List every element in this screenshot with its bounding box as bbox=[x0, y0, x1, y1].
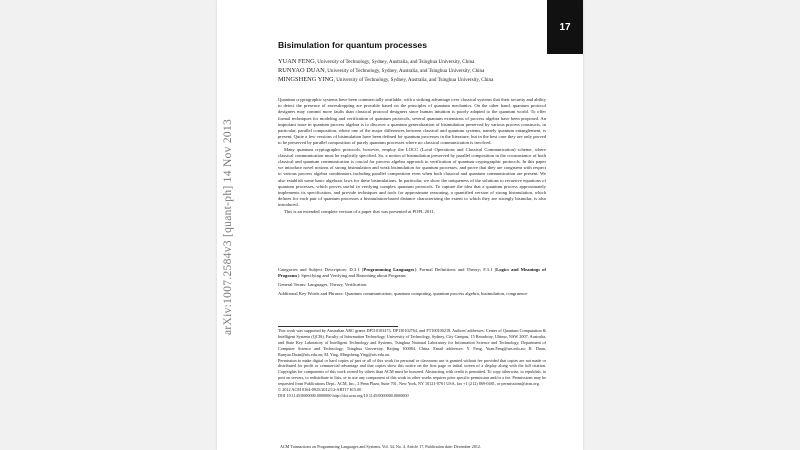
footnote-support: This work was supported by Australian ARC grants DP110103473, DP130102764, and FT100100218. Authors' addresses: Center of Quantum Computation & Intelligent Systems (QCIS), Faculty of Information Technology, University of Technology, Sydney, City Campus, 15 Broadway, Ultimo, NSW 2007, Australia, and State Key Laboratory of Intelligent Technology and Systems, Tsinghua National Laboratory for Information Science and Technology, Department of Computer Science and Technology, Tsinghua University, Beijing 100084, China. Email addresses: Y. Feng, Yuan.Feng@uts.edu.au; R. Duan, Runyao.Duan@uts.edu.au; M. Ying, Mingsheng.Ying@uts.edu.au. bbox=[278, 328, 546, 357]
keywords: Additional Key Words and Phrases: Quantum communication, quantum computing, quantum process algebra, bisimulation, congruence bbox=[278, 290, 528, 296]
general-terms: General Terms: Languages, Theory, Verification bbox=[278, 282, 367, 287]
abstract-paragraph-3: This is an extended complete version of a paper that was presented at POPL 2011. bbox=[284, 208, 435, 214]
footnote-doi: DOI 10.1145/0000000.0000000 http://doi.acm.org/10.1145/0000000.0000000 bbox=[278, 392, 409, 398]
paper-title: Bisimulation for quantum processes bbox=[278, 40, 427, 50]
footnote-rule bbox=[278, 326, 398, 327]
ccs-category-1: Programming Languages bbox=[363, 267, 415, 272]
page-number-tab bbox=[547, 0, 583, 54]
author-affiliation: , University of Technology, Sydney, Australia, and Tsinghua University, China bbox=[314, 59, 475, 65]
author-name: MINGSHENG YING bbox=[278, 75, 334, 83]
author-name: YUAN FENG bbox=[278, 58, 315, 65]
ccs-descriptors bbox=[278, 267, 546, 279]
ccs-category-2: Logics and Meanings of Programs bbox=[278, 267, 546, 279]
author-line bbox=[278, 67, 568, 76]
footnote bbox=[278, 328, 546, 399]
abstract bbox=[278, 97, 546, 215]
arxiv-stamp-text: arXiv:1007.2584v3 [quant-ph] 14 Nov 2013 bbox=[222, 118, 234, 336]
author-list bbox=[278, 58, 568, 84]
author-line bbox=[278, 76, 568, 85]
author-line bbox=[278, 58, 568, 67]
paper-metadata bbox=[278, 267, 546, 300]
arxiv-stamp bbox=[222, 96, 234, 358]
author-affiliation: , University of Technology, Sydney, Australia, and Tsinghua University, China bbox=[324, 67, 485, 74]
page-number: 17 bbox=[559, 21, 571, 33]
abstract-paragraph-2: Many quantum cryptographic protocols, however, employ the LOCC (Local Operations and Classical Communication) scheme, where classical communication must be explicitly specified. So, a notion of bisimulation preserved by parallel composition in the circumstance of both classical and quantum communication is crucial for process algebra approach to verification of quantum cryptographic protocols. In this paper we introduce novel notions of strong bisimulation and weak bisimulation for quantum processes, and prove that they are congruent with respect to various process algebra combinators including parallel composition even when both classical and quantum communication are present. We also establish some basic algebraic laws for these bisimulations. In particular, we show the uniqueness of the solutions to recursive equations of quantum processes, which proves useful in verifying complex quantum protocols. To capture the idea that a quantum process approximately implements its specification, and provide techniques and tools for approximate reasoning, a quantified version of strong bisimulation, which defines for each pair of quantum processes a bisimulation-based distance characterizing the extent to which they are strongly bisimilar, is also introduced. bbox=[278, 146, 546, 208]
abstract-paragraph-1: Quantum cryptographic systems have been commercially available, with a striking advantage over classical systems that their security and ability to detect the presence of eavesdropping are provable based on the principles of quantum mechanics. On the other hand, quantum protocol designers may commit more faults than classical protocol designers since human intuition is poorly adapted to the quantum world. To offer formal techniques for modeling and verification of quantum protocols, several quantum extensions of process algebra have been proposed. An important issue in quantum process algebra is to discover a quantum generalization of bisimulation preserved by various process constructs, in particular, parallel composition, where one of the major differences between classical and quantum systems, namely quantum entanglement, is present. Quite a few versions of bisimulation have been defined for quantum processes in the literature, but in the best case they are only proved to be preserved by parallel composition of purely quantum processes where no classical communication is involved. bbox=[278, 97, 546, 146]
author-affiliation: , University of Technology, Sydney, Australia, and Tsinghua University, China bbox=[333, 76, 494, 83]
footnote-copyright: © 2012 ACM 0164-0925/2012/12-ART17 $15.00 bbox=[278, 387, 362, 393]
ccs-prefix: Categories and Subject Descriptors: D.3.1 [ bbox=[278, 267, 364, 272]
journal-footer: ACM Transactions on Programming Languages and Systems, Vol. 34, No. 4, Article 17, Publication date: December 2012. bbox=[280, 444, 481, 449]
footnote-permission: Permission to make digital or hard copies of part or all of this work for personal or classroom use is granted without fee provided that copies are not made or distributed for profit or commercial advantage and that copies show this notice on the first page or initial screen of a display along with the full citation. Copyrights for components of this work owned by others than ACM must be honored. Abstracting with credit is permitted. To copy otherwise, to republish, to post on servers, to redistribute to lists, or to use any component of this work in other works requires prior specific permission and/or a fee. Permissions may be requested from Publications Dept., ACM, Inc., 2 Penn Plaza, Suite 701, New York, NY 10121-0701 USA, fax +1 (212) 869-0481, or permissions@acm.org. bbox=[278, 357, 546, 387]
ccs-mid: ]: Formal Definitions and Theory; F.3.1 [ bbox=[414, 267, 497, 272]
ccs-suffix: ]: Specifying and Verifying and Reasoning about Programs bbox=[297, 273, 406, 279]
author-name: RUNYAO DUAN bbox=[278, 66, 325, 74]
